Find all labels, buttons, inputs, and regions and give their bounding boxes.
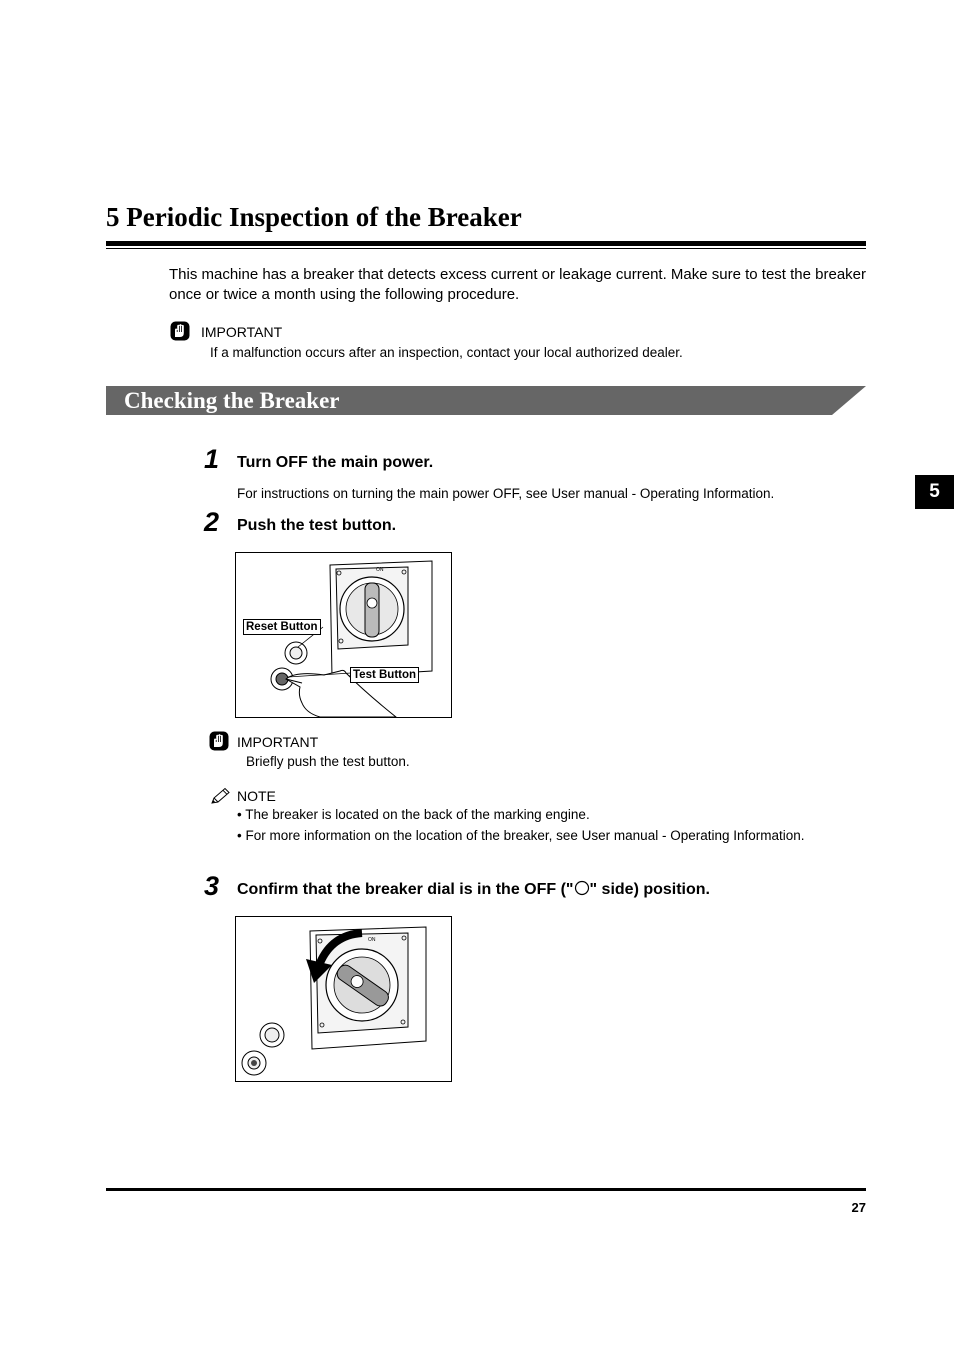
note-item-text-1: The breaker is located on the back of the marking engine. — [245, 807, 590, 822]
breaker-dial-illustration — [236, 917, 451, 1081]
step-title-3-before: Confirm that the breaker dial is in the OFF (" — [237, 881, 574, 898]
chapter-title: 5 Periodic Inspection of the Breaker — [106, 202, 522, 232]
heading-rule-thin — [106, 248, 866, 249]
figure-test-button — [235, 552, 452, 718]
chapter-tab: 5 — [915, 475, 954, 509]
important-label-1: IMPORTANT — [201, 324, 283, 340]
dial-on-label: ON — [376, 567, 384, 573]
intro-paragraph: This machine has a breaker that detects excess current or leakage current. Make sure to test the breaker once or twice a month using the following procedure. — [169, 266, 867, 303]
note-item-2: • For more information on the location of the breaker, see User manual - Operating Information. — [237, 828, 805, 843]
important-text-2: Briefly push the test button. — [246, 754, 410, 769]
test-button-label: Test Button — [350, 667, 419, 683]
step-number-3: 3 — [204, 871, 220, 901]
hand-stop-icon — [209, 731, 229, 751]
hand-stop-icon — [170, 321, 190, 341]
footer-rule — [106, 1188, 866, 1191]
breaker-illustration — [236, 553, 451, 717]
heading-rule — [106, 241, 866, 246]
note-label: NOTE — [237, 788, 276, 804]
important-text-1: If a malfunction occurs after an inspection, contact your local authorized dealer. — [210, 345, 683, 360]
reset-button-label: Reset Button — [243, 619, 321, 635]
important-block-1 — [170, 321, 190, 346]
step-title-2: Push the test button. — [237, 517, 397, 534]
step-detail-1: For instructions on turning the main power OFF, see User manual - Operating Information. — [237, 486, 775, 501]
dial-on-label-2: ON — [368, 937, 376, 943]
note-item-1: • The breaker is located on the back of the marking engine. — [237, 807, 590, 822]
note-block — [210, 787, 232, 810]
note-item-text-2: For more information on the location of the breaker, see User manual - Operating Information. — [245, 828, 805, 843]
page-number: 27 — [851, 1200, 866, 1215]
step-number-2: 2 — [204, 507, 220, 537]
step-number-1: 1 — [204, 444, 220, 474]
section-title: Checking the Breaker — [124, 388, 340, 413]
step-title-3 — [237, 880, 710, 900]
important-block-2 — [209, 731, 229, 756]
step-title-1: Turn OFF the main power. — [237, 454, 434, 471]
figure-dial-off — [235, 916, 452, 1082]
important-label-2: IMPORTANT — [237, 734, 319, 750]
step-title-3-after: " side) position. — [589, 881, 710, 898]
pencil-icon — [210, 787, 232, 805]
off-circle-icon — [574, 880, 590, 896]
